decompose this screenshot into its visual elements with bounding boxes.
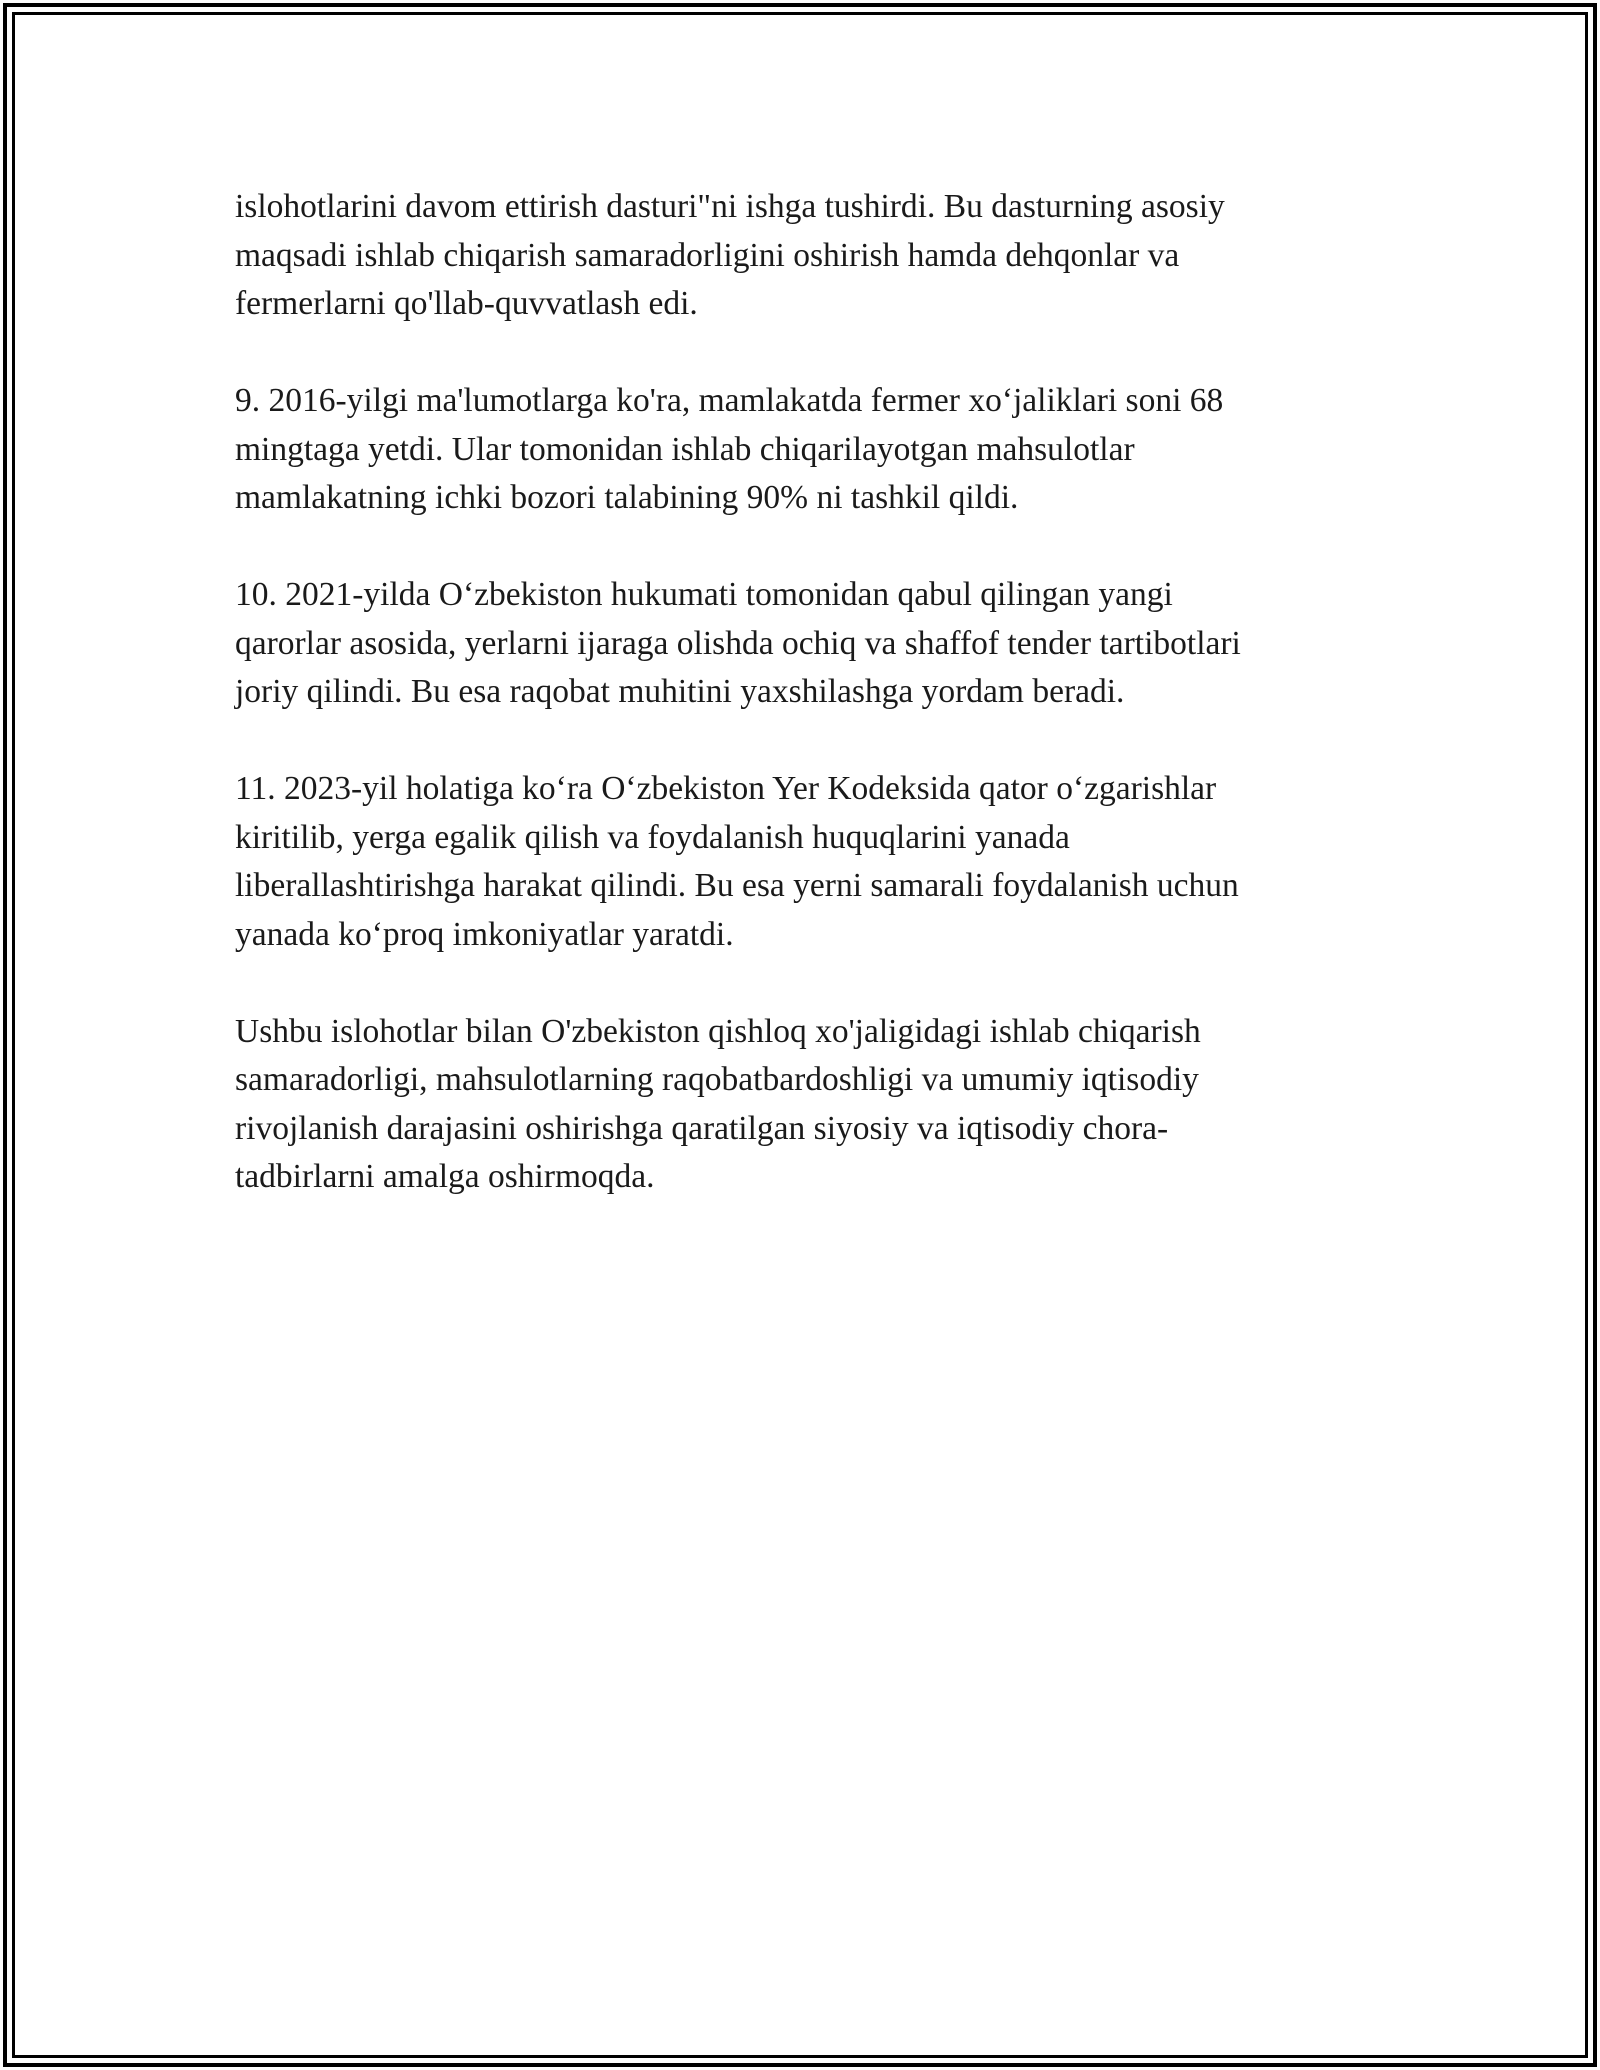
paragraph-continuation: islohotlarini davom ettirish dasturi"ni ishga tushirdi. Bu dasturning asosiy maqsadi ishlab chiqarish samaradorligini oshirish hamda dehqonlar va fermerlarni qo'llab-quvvatlash edi.: [235, 188, 1225, 322]
document-body: [235, 183, 1355, 1250]
paragraph-item-11: 11. 2023-yil holatiga koʻra Oʻzbekiston Yer Kodeksida qator oʻzgarishlar kiritilib, yerga egalik qilish va foydalanish huquqlarini yanada liberallashtirishga harakat qilindi. Bu esa yerni samarali foydalanish uchun yanada koʻproq imkoniyatlar yaratdi.: [235, 770, 1239, 953]
paragraph-item-10: 10. 2021-yilda Oʻzbekiston hukumati tomonidan qabul qilingan yangi qarorlar asosida, yerlarni ijaraga olishda ochiq va shaffof tender tartibotlari joriy qilindi. Bu esa raqobat muhitini yaxshilashga yordam beradi.: [235, 576, 1241, 710]
paragraph-item-9: 9. 2016-yilgi ma'lumotlarga ko'ra, mamlakatda fermer xoʻjaliklari soni 68 mingtaga yetdi. Ular tomonidan ishlab chiqarilayotgan mahsulotlar mamlakatning ichki bozori talabining 90% ni tashkil qildi.: [235, 382, 1224, 516]
paragraph-conclusion: Ushbu islohotlar bilan O'zbekiston qishloq xo'jaligidagi ishlab chiqarish samaradorligi, mahsulotlarning raqobatbardoshligi va umumiy iqtisodiy rivojlanish darajasini oshirishga qaratilgan siyosiy va iqtisodiy chora- tadbirlarni amalga oshirmoqda.: [235, 1012, 1201, 1195]
